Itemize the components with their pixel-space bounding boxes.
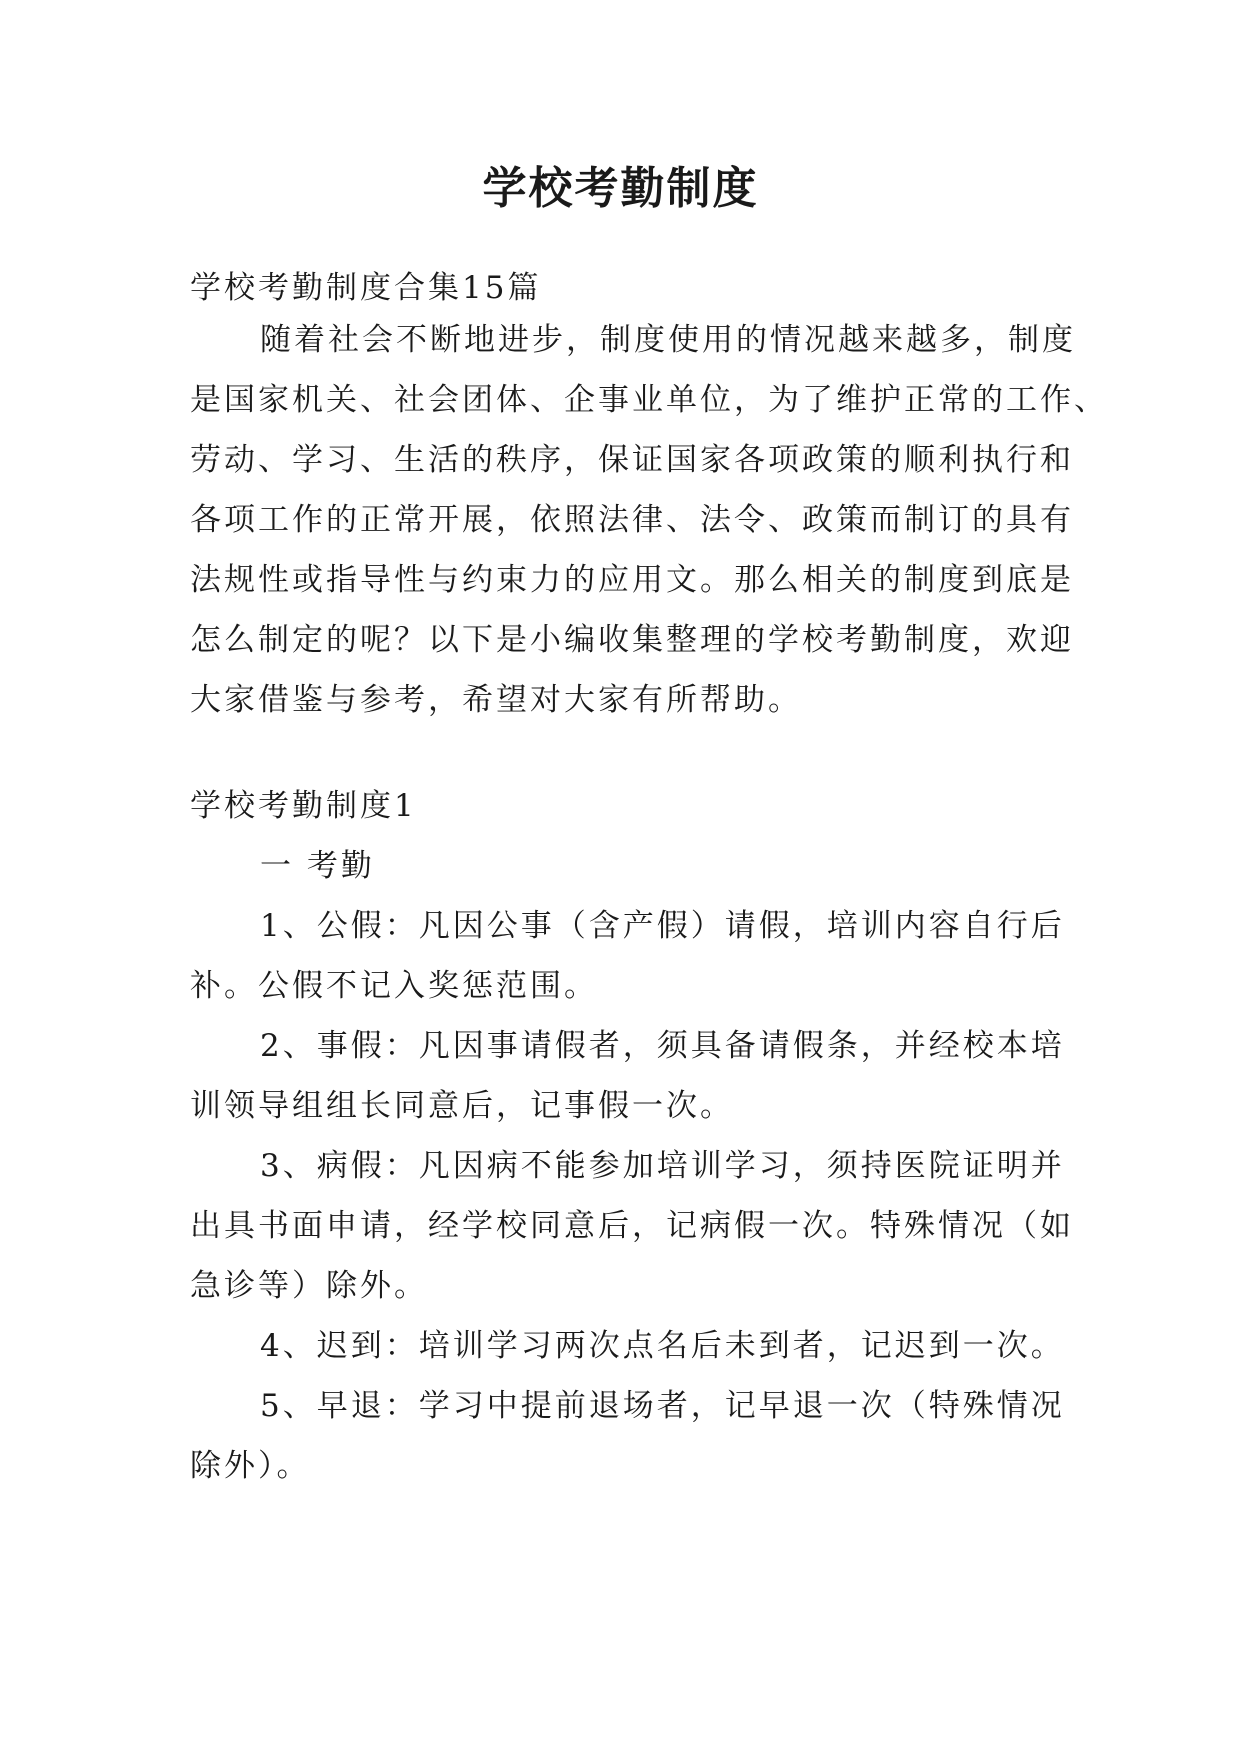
rule-line: 1、公假：凡因公事（含产假）请假，培训内容自行后 (260, 908, 1065, 944)
intro-line: 是国家机关、社会团体、企事业单位，为了维护正常的工作、 (190, 382, 1108, 418)
intro-line: 大家借鉴与参考，希望对大家有所帮助。 (190, 682, 802, 718)
rule-line: 训领导组组长同意后，记事假一次。 (190, 1088, 734, 1124)
rule-line: 5、早退：学习中提前退场者，记早退一次（特殊情况 (260, 1388, 1065, 1424)
rule-line: 出具书面申请，经学校同意后，记病假一次。特殊情况（如 (190, 1208, 1074, 1244)
intro-line: 劳动、学习、生活的秩序，保证国家各项政策的顺利执行和 (190, 442, 1074, 478)
section-1 (190, 776, 1074, 1496)
section-heading: 学校考勤制度1 (190, 788, 417, 824)
rule-line: 除外）。 (190, 1448, 311, 1484)
intro-line: 随着社会不断地进步，制度使用的情况越来越多，制度 (260, 322, 1076, 358)
collection-heading-block (190, 258, 1052, 318)
rule-line: 补。公假不记入奖惩范围。 (190, 968, 598, 1004)
rule-line: 急诊等）除外。 (190, 1268, 428, 1304)
intro-line: 各项工作的正常开展，依照法律、法令、政策而制订的具有 (190, 502, 1074, 538)
document-title: 学校考勤制度 (482, 163, 759, 214)
collection-heading: 学校考勤制度合集15篇 (190, 270, 542, 306)
section-subheading: 一 考勤 (260, 848, 375, 884)
rule-line: 3、病假：凡因病不能参加培训学习，须持医院证明并 (260, 1148, 1065, 1184)
intro-paragraph (190, 310, 1108, 730)
rule-line: 4、迟到：培训学习两次点名后未到者，记迟到一次。 (260, 1328, 1065, 1364)
rule-line: 2、事假：凡因事请假者，须具备请假条，并经校本培 (260, 1028, 1065, 1064)
intro-line: 怎么制定的呢？以下是小编收集整理的学校考勤制度，欢迎 (190, 622, 1074, 658)
intro-line: 法规性或指导性与约束力的应用文。那么相关的制度到底是 (190, 562, 1074, 598)
